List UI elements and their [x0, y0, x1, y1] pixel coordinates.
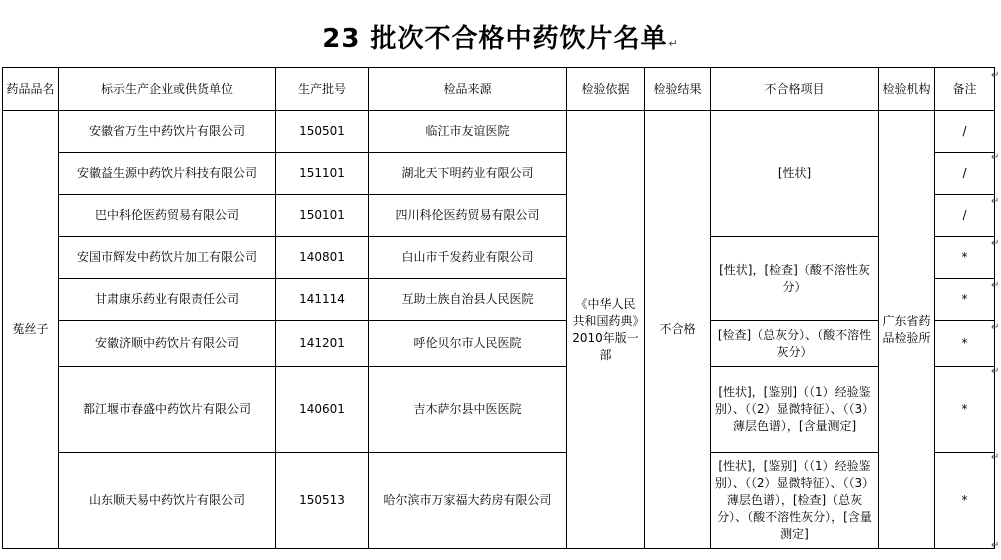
items-cell: [性状]，[检查]（酸不溶性灰分）	[711, 237, 879, 321]
result-cell: 不合格	[645, 111, 711, 549]
items-cell: [性状]，[鉴别]（（1）经验鉴别）、（（2）显微特征）、（（3）薄层色谱），[含量测定]	[711, 367, 879, 453]
company-cell: 都江堰市春盛中药饮片有限公司	[59, 367, 276, 453]
note-cell: *	[935, 279, 995, 321]
paragraph-mark-icon: ↵	[991, 152, 1000, 163]
header-result: 检验结果	[645, 68, 711, 111]
note-cell: /	[935, 153, 995, 195]
page-title	[0, 18, 1001, 55]
batch-cell: 141201	[276, 321, 369, 367]
source-cell: 临江市友谊医院	[369, 111, 567, 153]
institution-cell: 广东省药品检验所	[879, 111, 935, 549]
paragraph-mark-icon: ↵	[991, 280, 1000, 291]
header-drug-name: 药品品名	[3, 68, 59, 111]
paragraph-mark-icon: ↵	[991, 452, 1000, 463]
batch-cell: 140601	[276, 367, 369, 453]
source-cell: 白山市千发药业有限公司	[369, 237, 567, 279]
note-cell: *	[935, 367, 995, 453]
title-text: 23 批次不合格中药饮片名单	[322, 24, 668, 54]
source-cell: 呼伦贝尔市人民医院	[369, 321, 567, 367]
paragraph-mark-icon: ↵	[991, 196, 1000, 207]
note-cell: /	[935, 111, 995, 153]
table-row	[3, 321, 995, 367]
source-cell: 哈尔滨市万家福大药房有限公司	[369, 453, 567, 549]
items-cell: [检查]（总灰分）、（酸不溶性灰分）	[711, 321, 879, 367]
source-cell: 互助土族自治县人民医院	[369, 279, 567, 321]
paragraph-mark-icon: ↵	[991, 322, 1000, 333]
paragraph-mark-icon: ↵	[991, 366, 1000, 377]
source-cell: 湖北天下明药业有限公司	[369, 153, 567, 195]
company-cell: 巴中科伦医药贸易有限公司	[59, 195, 276, 237]
company-cell: 安徽益生源中药饮片科技有限公司	[59, 153, 276, 195]
basis-cell: 《中华人民共和国药典》2010年版一部	[567, 111, 645, 549]
table-row	[3, 453, 995, 549]
items-cell: [性状]，[鉴别]（（1）经验鉴别）、（（2）显微特征）、（（3）薄层色谱），[检查]（总灰分）、（酸不溶性灰分），[含量测定]	[711, 453, 879, 549]
unqualified-list-table	[2, 67, 995, 549]
table-row	[3, 111, 995, 153]
company-cell: 安徽济顺中药饮片有限公司	[59, 321, 276, 367]
batch-cell: 141114	[276, 279, 369, 321]
batch-cell: 140801	[276, 237, 369, 279]
source-cell: 吉木萨尔县中医医院	[369, 367, 567, 453]
header-note: 备注	[935, 68, 995, 111]
header-company: 标示生产企业或供货单位	[59, 68, 276, 111]
header-items: 不合格项目	[711, 68, 879, 111]
items-cell: [性状]	[711, 111, 879, 237]
note-cell: *	[935, 321, 995, 367]
note-cell: *	[935, 237, 995, 279]
header-batch: 生产批号	[276, 68, 369, 111]
company-cell: 山东顺天易中药饮片有限公司	[59, 453, 276, 549]
table-row	[3, 367, 995, 453]
source-cell: 四川科伦医药贸易有限公司	[369, 195, 567, 237]
header-row	[3, 68, 995, 111]
header-basis: 检验依据	[567, 68, 645, 111]
paragraph-mark-icon: ↵	[668, 37, 679, 50]
paragraph-mark-icon: ↵	[991, 238, 1000, 249]
paragraph-mark-icon: ↵	[991, 540, 1000, 551]
header-institution: 检验机构	[879, 68, 935, 111]
company-cell: 安国市辉发中药饮片加工有限公司	[59, 237, 276, 279]
paragraph-mark-icon: ↵	[991, 70, 1000, 81]
batch-cell: 150501	[276, 111, 369, 153]
company-cell: 甘肃康乐药业有限责任公司	[59, 279, 276, 321]
note-cell: *	[935, 453, 995, 549]
company-cell: 安徽省万生中药饮片有限公司	[59, 111, 276, 153]
drug-name-cell: 菟丝子	[3, 111, 59, 549]
header-source: 检品来源	[369, 68, 567, 111]
batch-cell: 150513	[276, 453, 369, 549]
note-cell: /	[935, 195, 995, 237]
batch-cell: 151101	[276, 153, 369, 195]
table-row	[3, 237, 995, 279]
batch-cell: 150101	[276, 195, 369, 237]
